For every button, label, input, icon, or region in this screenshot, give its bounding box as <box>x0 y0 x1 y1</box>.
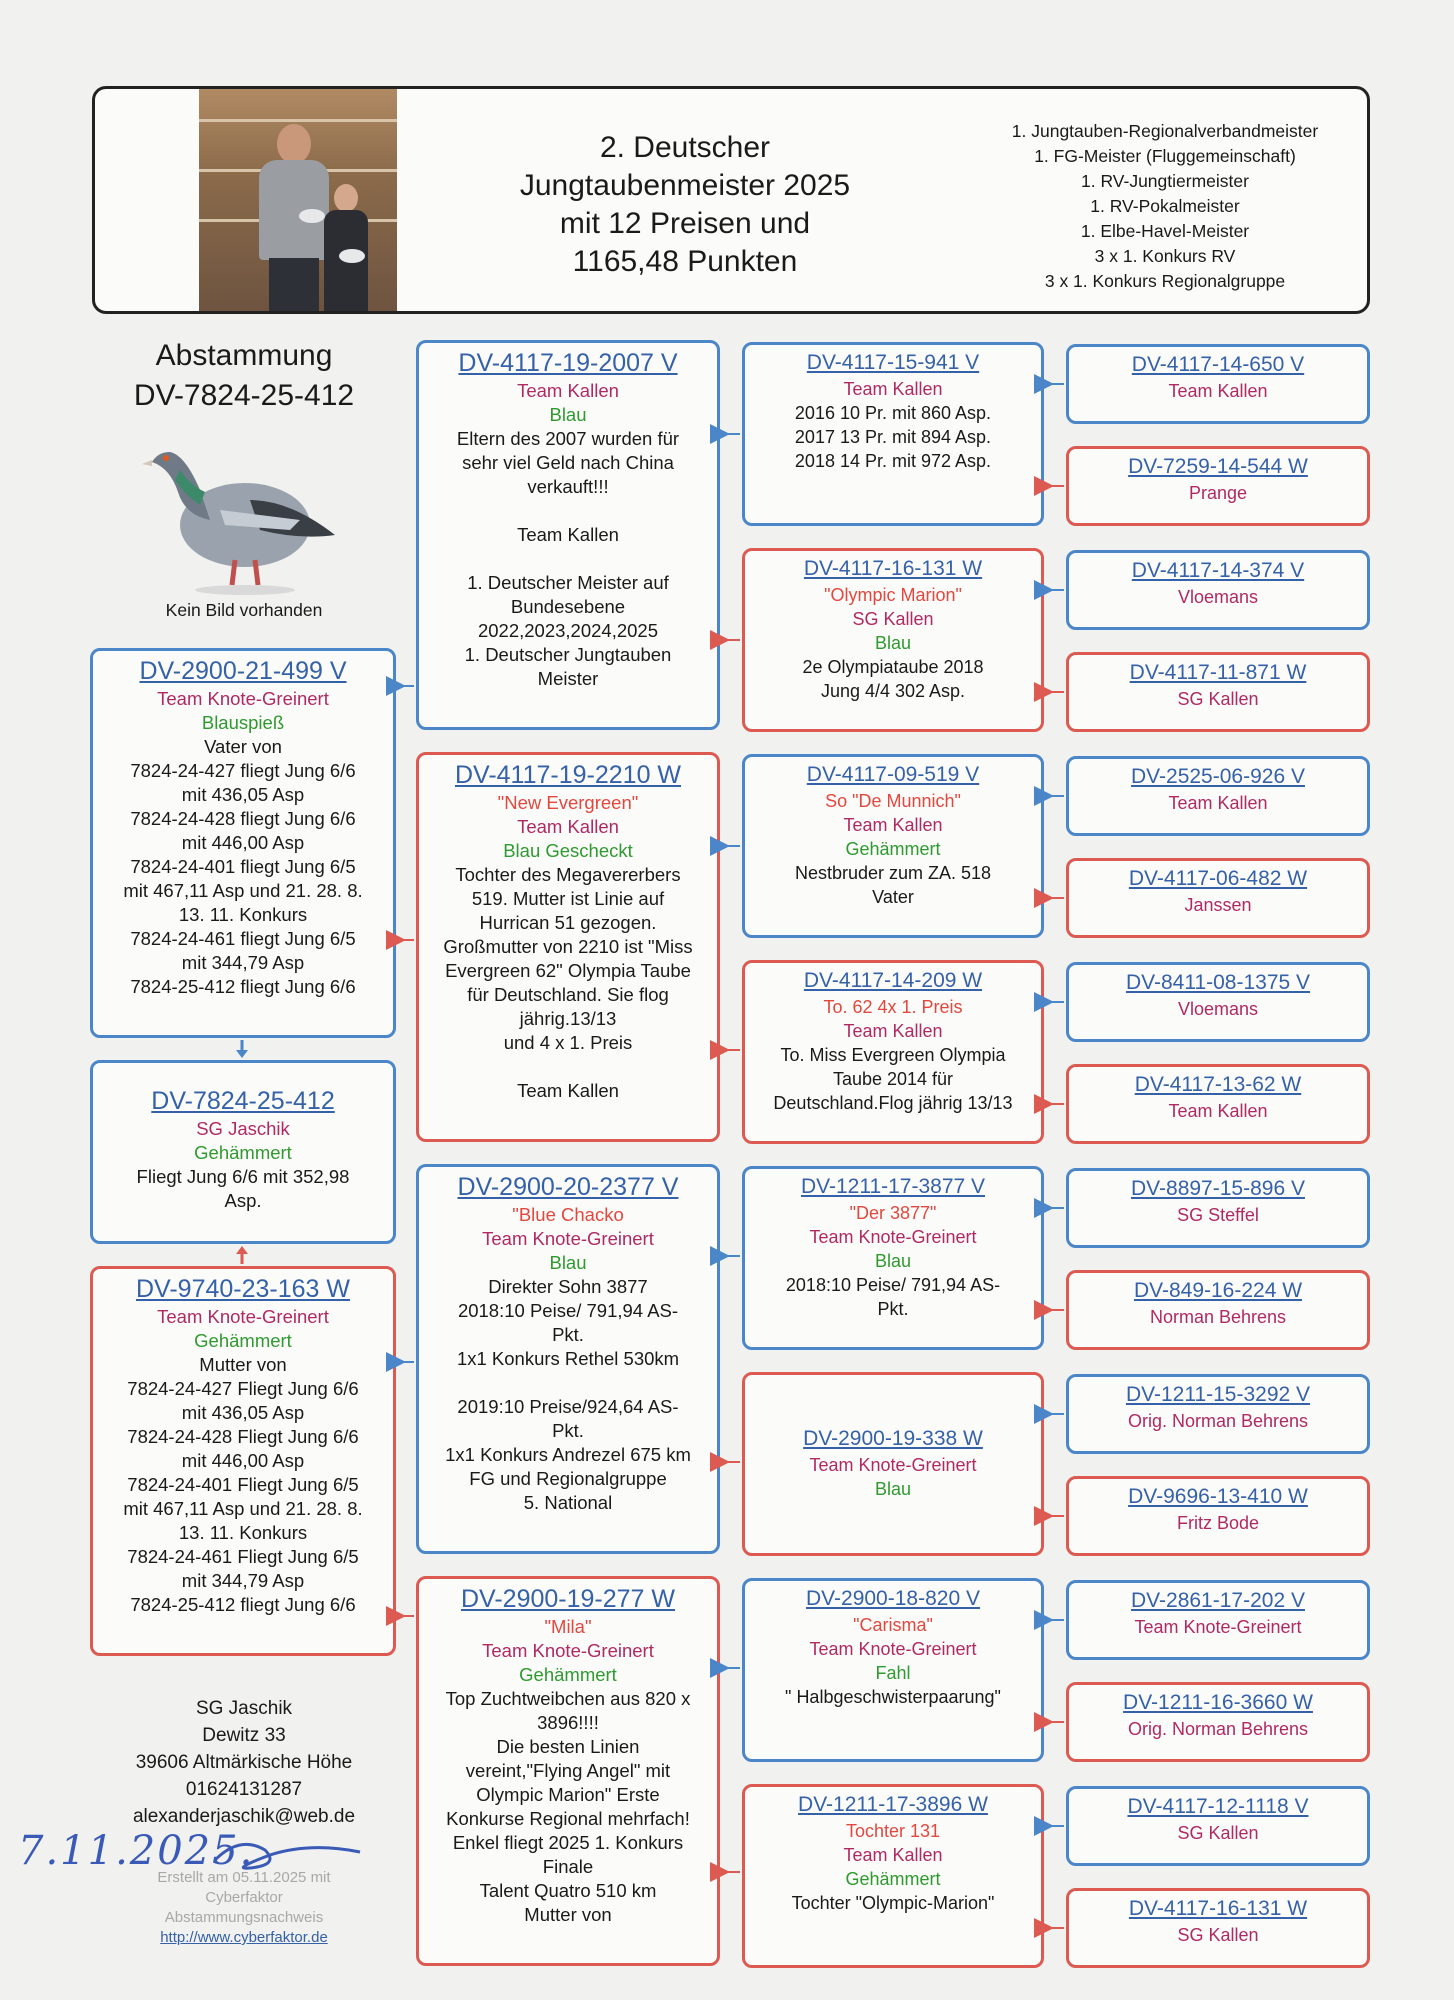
nickname: Tochter 131 <box>845 1821 941 1841</box>
header-title: 2. Deutscher Jungtaubenmeister 2025 mit 12 Preisen und 1165,48 Punkten <box>519 131 851 278</box>
no-picture-caption: Kein Bild vorhanden <box>165 600 323 620</box>
color: Fahl <box>875 1663 911 1683</box>
owner: SG Jaschik <box>196 1118 290 1139</box>
color: Blau <box>874 1251 912 1271</box>
ring-number: DV-8411-08-1375 V <box>1125 971 1311 994</box>
ring-number: DV-2900-19-338 W <box>803 1427 983 1450</box>
notes: To. Miss Evergreen Olympia Taube 2014 für Deutschland.Flog jährig 13/13 <box>773 1045 1013 1113</box>
owner: Norman Behrens <box>1149 1307 1287 1327</box>
ring-number: DV-4117-14-374 V <box>1131 559 1305 582</box>
owner: Team Kallen <box>1168 381 1268 401</box>
notes: " Halbgeschwisterpaarung" <box>785 1687 1001 1707</box>
owner: Team Knote-Greinert <box>809 1227 977 1247</box>
color: Blau <box>549 1252 587 1273</box>
ring-number: DV-1211-17-3877 V <box>800 1175 986 1198</box>
ring-number: DV-9696-13-410 W <box>1128 1485 1308 1508</box>
notes: 2016 10 Pr. mit 860 Asp. 2017 13 Pr. mit 894 Asp. 2018 14 Pr. mit 972 Asp. <box>794 403 992 471</box>
ring-number: DV-2900-18-820 V <box>806 1587 980 1610</box>
owner: Team Knote-Greinert <box>809 1639 977 1659</box>
footer-credit: Erstellt am 05.11.2025 mit Cyberfaktor Abstammungsnachweis http://www.cyberfaktor.de <box>90 1868 398 1948</box>
owner: Orig. Norman Behrens <box>1127 1411 1309 1431</box>
owner: Prange <box>1188 483 1248 503</box>
ring-number: DV-2900-21-499 V <box>139 657 347 685</box>
ring-number: DV-2861-17-202 V <box>1131 1589 1305 1612</box>
notes: Mutter von 7824-24-427 Fliegt Jung 6/6 mit 436,05 Asp 7824-24-428 Fliegt Jung 6/6 mit 446,00 Asp 7824-24-401 Fliegt Jung 6/5 mit 467,11 Asp und 21. 28. 8. 13. 11. Konkurs 7824-24-461 Fliegt Jung 6/5 mit 344,79 Asp 7824-25-412 fliegt Jung 6/6 <box>123 1354 363 1615</box>
owner: Team Kallen <box>517 380 619 401</box>
color: Blau <box>549 404 587 425</box>
ring-number: DV-2900-19-277 W <box>460 1585 675 1613</box>
handwritten-date: 7.11.2025. <box>18 1828 255 1874</box>
owner: Fritz Bode <box>1176 1513 1260 1533</box>
owner: Team Kallen <box>843 1845 943 1865</box>
contact-block: SG Jaschik Dewitz 33 39606 Altmärkische Höhe 01624131287 alexanderjaschik@web.de <box>132 1698 356 1827</box>
owner: Team Kallen <box>843 815 943 835</box>
ring-number: DV-2525-06-926 V <box>1131 765 1305 788</box>
notes: Nestbruder zum ZA. 518 Vater <box>794 863 992 907</box>
owner: Vloemans <box>1177 587 1259 607</box>
nickname: "Blue Chacko <box>512 1204 624 1225</box>
notes: Direkter Sohn 3877 2018:10 Peise/ 791,94 AS- Pkt. 1x1 Konkurs Rethel 530km 2019:10 Preise/924,64 AS- Pkt. 1x1 Konkurs Andrezel 675 km FG und Regionalgruppe 5. National <box>445 1276 691 1513</box>
owner: SG Steffel <box>1177 1205 1259 1225</box>
owner: Team Kallen <box>843 1021 943 1041</box>
owner: Team Knote-Greinert <box>157 1306 329 1327</box>
owner: Team Knote-Greinert <box>1134 1617 1302 1637</box>
owner: Team Knote-Greinert <box>482 1228 654 1249</box>
ring-number: DV-4117-16-131 W <box>1128 1897 1308 1920</box>
ring-number: DV-4117-19-2210 W <box>454 761 682 789</box>
nickname: "Der 3877" <box>849 1203 937 1223</box>
owner: Team Knote-Greinert <box>809 1455 977 1475</box>
ring-number: DV-8897-15-896 V <box>1131 1177 1305 1200</box>
notes: Fliegt Jung 6/6 mit 352,98 Asp. <box>136 1166 350 1211</box>
color: Gehämmert <box>519 1664 617 1685</box>
color: Blau <box>874 633 912 653</box>
ring-number: DV-2900-20-2377 V <box>457 1173 679 1201</box>
notes: 2e Olympiataube 2018 Jung 4/4 302 Asp. <box>802 657 984 701</box>
color: Blau Gescheckt <box>503 840 633 861</box>
owner: Team Knote-Greinert <box>157 688 329 709</box>
ring-number: DV-4117-12-1118 V <box>1127 1795 1309 1818</box>
owner: SG Kallen <box>1177 689 1259 709</box>
owner: Team Kallen <box>517 816 619 837</box>
footer-link[interactable]: http://www.cyberfaktor.de <box>160 1929 328 1946</box>
ring-number: DV-4117-06-482 W <box>1128 867 1308 890</box>
nickname: "Mila" <box>544 1616 592 1637</box>
ring-number: DV-4117-14-650 V <box>1131 353 1305 376</box>
nickname: To. 62 4x 1. Preis <box>823 997 963 1017</box>
owner: SG Kallen <box>1177 1925 1259 1945</box>
ring-number: DV-1211-15-3292 V <box>1125 1383 1311 1406</box>
owner: Team Knote-Greinert <box>482 1640 654 1661</box>
pedigree-heading: Abstammung DV-7824-25-412 <box>133 339 355 412</box>
color: Gehämmert <box>194 1142 292 1163</box>
owner: Vloemans <box>1177 999 1259 1019</box>
owner: SG Kallen <box>1177 1823 1259 1843</box>
nickname: "Olympic Marion" <box>824 585 962 605</box>
ring-number: DV-9740-23-163 W <box>135 1275 350 1303</box>
notes: Tochter "Olympic-Marion" <box>791 1893 995 1913</box>
ring-number: DV-4117-09-519 V <box>806 763 980 786</box>
ring-number: DV-4117-13-62 W <box>1134 1073 1302 1096</box>
ring-number: DV-4117-16-131 W <box>803 557 983 580</box>
notes: Top Zuchtweibchen aus 820 x 3896!!!! Die besten Linien vereint,"Flying Angel" mit Olympic Marion" Erste Konkurse Regional mehrfach! Enkel fliegt 2025 1. Konkurs Finale Talent Quatro 510 km Mutter von <box>445 1688 691 1925</box>
ring-number: DV-4117-15-941 V <box>806 351 980 374</box>
color: Blauspieß <box>201 712 285 733</box>
notes: Eltern des 2007 wurden für sehr viel Geld nach China verkauft!!! Team Kallen 1. Deutscher Meister auf Bundesebene 2022,2023,2024,2025 1. Deutscher Jungtauben Meister <box>456 428 680 689</box>
ring-number: DV-7259-14-544 W <box>1128 455 1308 478</box>
owner: Team Kallen <box>1168 1101 1268 1121</box>
header-titles-list: 1. Jungtauben-Regionalverbandmeister 1. FG-Meister (Fluggemeinschaft) 1. RV-Jungtiermeister 1. RV-Pokalmeister 1. Elbe-Havel-Meister 3 x 1. Konkurs RV 3 x 1. Konkurs Regionalgruppe <box>1011 121 1319 291</box>
nickname: "Carisma" <box>853 1615 933 1635</box>
ring-number: DV-4117-19-2007 V <box>458 349 678 377</box>
ring-number: DV-4117-14-209 W <box>803 969 983 992</box>
owner: Team Kallen <box>843 379 943 399</box>
color: Gehämmert <box>845 839 941 859</box>
color: Gehämmert <box>194 1330 292 1351</box>
owner: SG Kallen <box>852 609 934 629</box>
ring-number: DV-849-16-224 W <box>1133 1279 1303 1302</box>
color: Gehämmert <box>845 1869 941 1889</box>
owner: Janssen <box>1184 895 1252 915</box>
nickname: "New Evergreen" <box>497 792 639 813</box>
color: Blau <box>874 1479 912 1499</box>
owner: Team Kallen <box>1168 793 1268 813</box>
notes: Tochter des Megavererbers 519. Mutter ist Linie auf Hurrican 51 gezogen. Großmutter von 2210 ist "Miss Evergreen 62" Olympia Taube für Deutschland. Sie flog jährig.13/13 und 4 x 1. Preis Team Kallen <box>443 864 693 1101</box>
ring-number: DV-1211-17-3896 W <box>798 1793 988 1816</box>
nickname: So "De Munnich" <box>825 791 961 811</box>
ring-number: DV-4117-11-871 W <box>1129 661 1307 684</box>
owner: Orig. Norman Behrens <box>1127 1719 1309 1739</box>
ring-number: DV-1211-16-3660 W <box>1123 1691 1313 1714</box>
notes: 2018:10 Peise/ 791,94 AS- Pkt. <box>785 1275 1001 1319</box>
notes: Vater von 7824-24-427 fliegt Jung 6/6 mit 436,05 Asp 7824-24-428 fliegt Jung 6/6 mit 446,00 Asp 7824-24-401 fliegt Jung 6/5 mit 467,11 Asp und 21. 28. 8. 13. 11. Konkurs 7824-24-461 fliegt Jung 6/5 mit 344,79 Asp 7824-25-412 fliegt Jung 6/6 <box>123 736 363 997</box>
ring-number: DV-7824-25-412 <box>151 1087 335 1115</box>
